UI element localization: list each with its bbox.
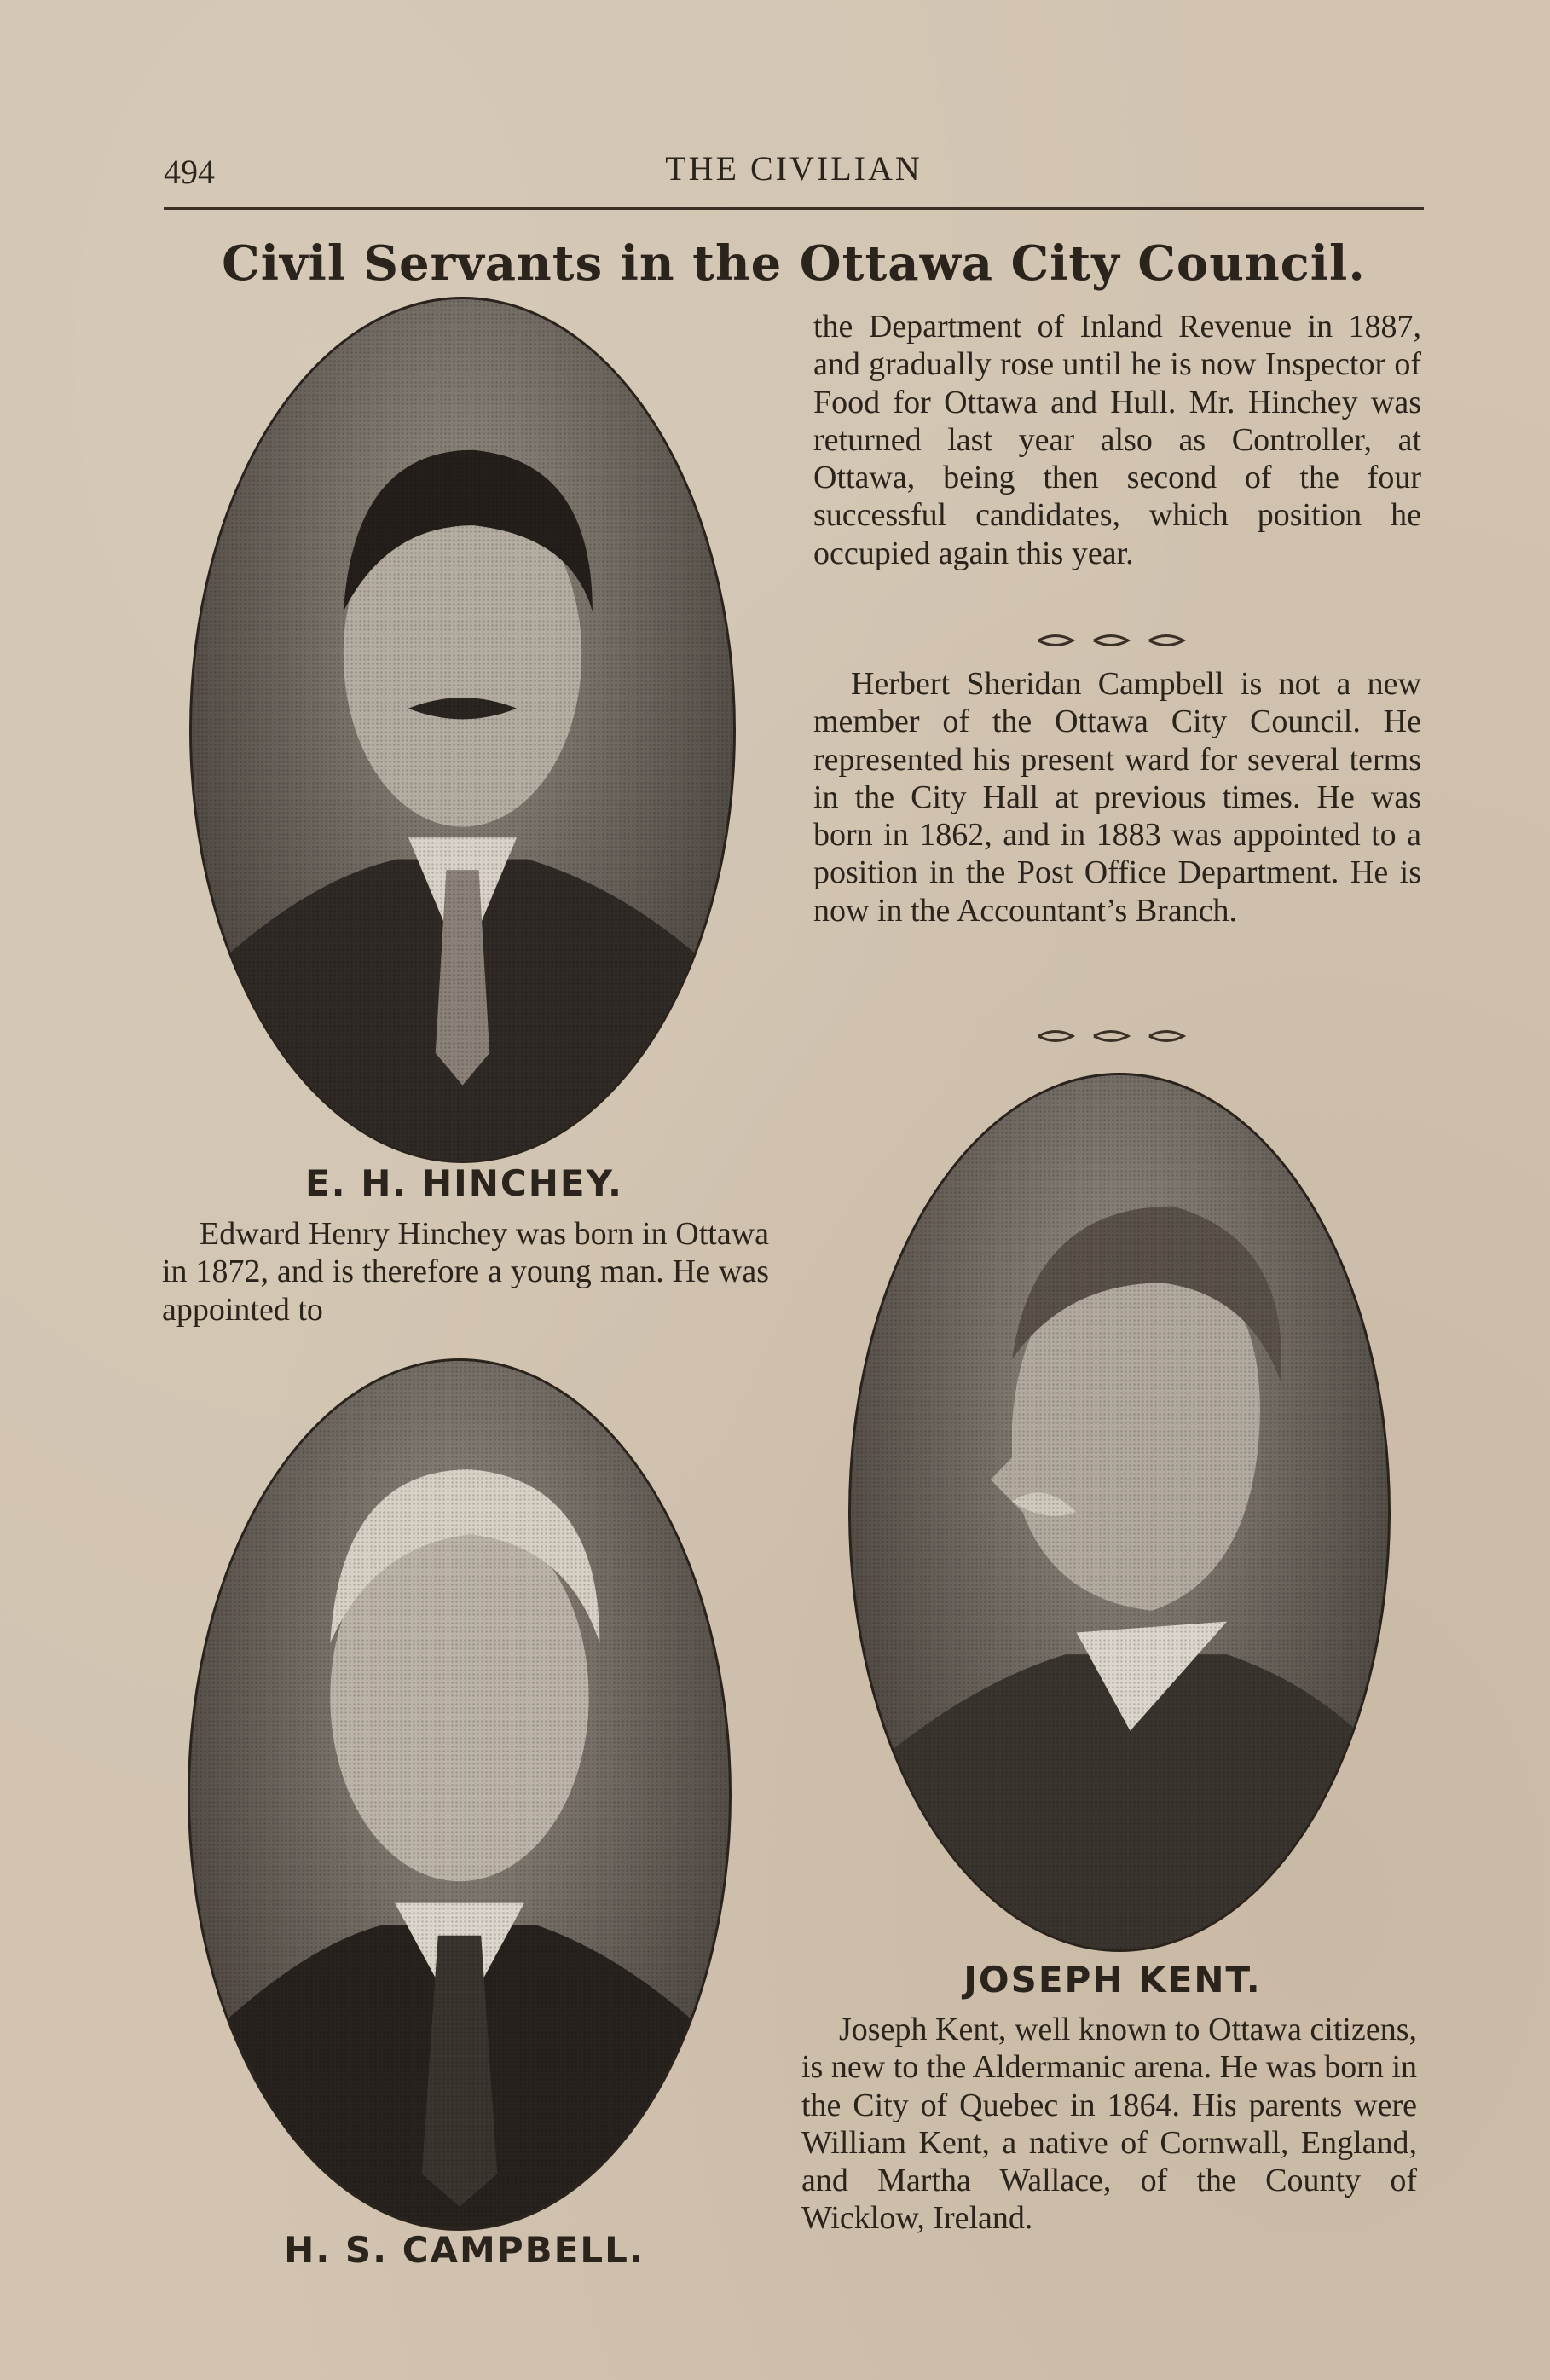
header-rule xyxy=(164,207,1424,210)
portrait-photo-kent xyxy=(848,1073,1391,1952)
portrait-illustration xyxy=(851,1075,1388,1949)
hinchey-bio-text-2: the Department of Inland Revenue in 1887, and gradually rose until he is now Inspector of Food for Ottawa and Hull. Mr. Hinchey was returned last year also as Controller, at Ottawa, being then second of the four successful candidates, which position he occupied again this year. xyxy=(813,309,1421,571)
campbell-bio-text: Herbert Sheridan Campbell is not a new member of the Ottawa City Council. He represented his present ward for several terms in the City Hall at previous times. He was born in 1862, and in 1883 was appointed to a position in the Post Office Department. He is now in the Accountant’s Branch. xyxy=(813,666,1421,929)
article-title: Civil Servants in the Ottawa City Council. xyxy=(222,235,1366,292)
caption-campbell: H. S. CAMPBELL. xyxy=(284,2229,645,2271)
kent-bio-text: Joseph Kent, well known to Ottawa citizens, is new to the Aldermanic arena. He was born in the City of Quebec in 1864. His parents were William Kent, a native of Cornwall, England, and Martha Wallace, of the County of Wicklow, Ireland. xyxy=(801,2012,1417,2237)
portrait-photo-hinchey xyxy=(189,297,736,1163)
hinchey-bio-part2 xyxy=(813,308,1421,572)
scroll-ornament-icon xyxy=(1030,629,1200,651)
page-number: 494 xyxy=(164,153,215,191)
hinchey-bio-text-1: Edward Henry Hinchey was born in Ottawa in 1872, and is therefore a young man. He was appointed to xyxy=(162,1216,769,1328)
caption-hinchey: E. H. HINCHEY. xyxy=(304,1162,623,1204)
campbell-bio xyxy=(813,665,1421,929)
portrait-photo-campbell xyxy=(188,1358,732,2231)
page-header xyxy=(164,145,1424,213)
caption-kent: JOSEPH KENT. xyxy=(963,1959,1262,2001)
portrait-illustration xyxy=(192,299,733,1161)
scroll-ornament-icon xyxy=(1030,1025,1200,1047)
hinchey-bio-part1 xyxy=(162,1215,769,1329)
portrait-illustration xyxy=(190,1361,729,2228)
running-head: THE CIVILIAN xyxy=(665,149,922,188)
kent-bio xyxy=(801,2011,1417,2238)
